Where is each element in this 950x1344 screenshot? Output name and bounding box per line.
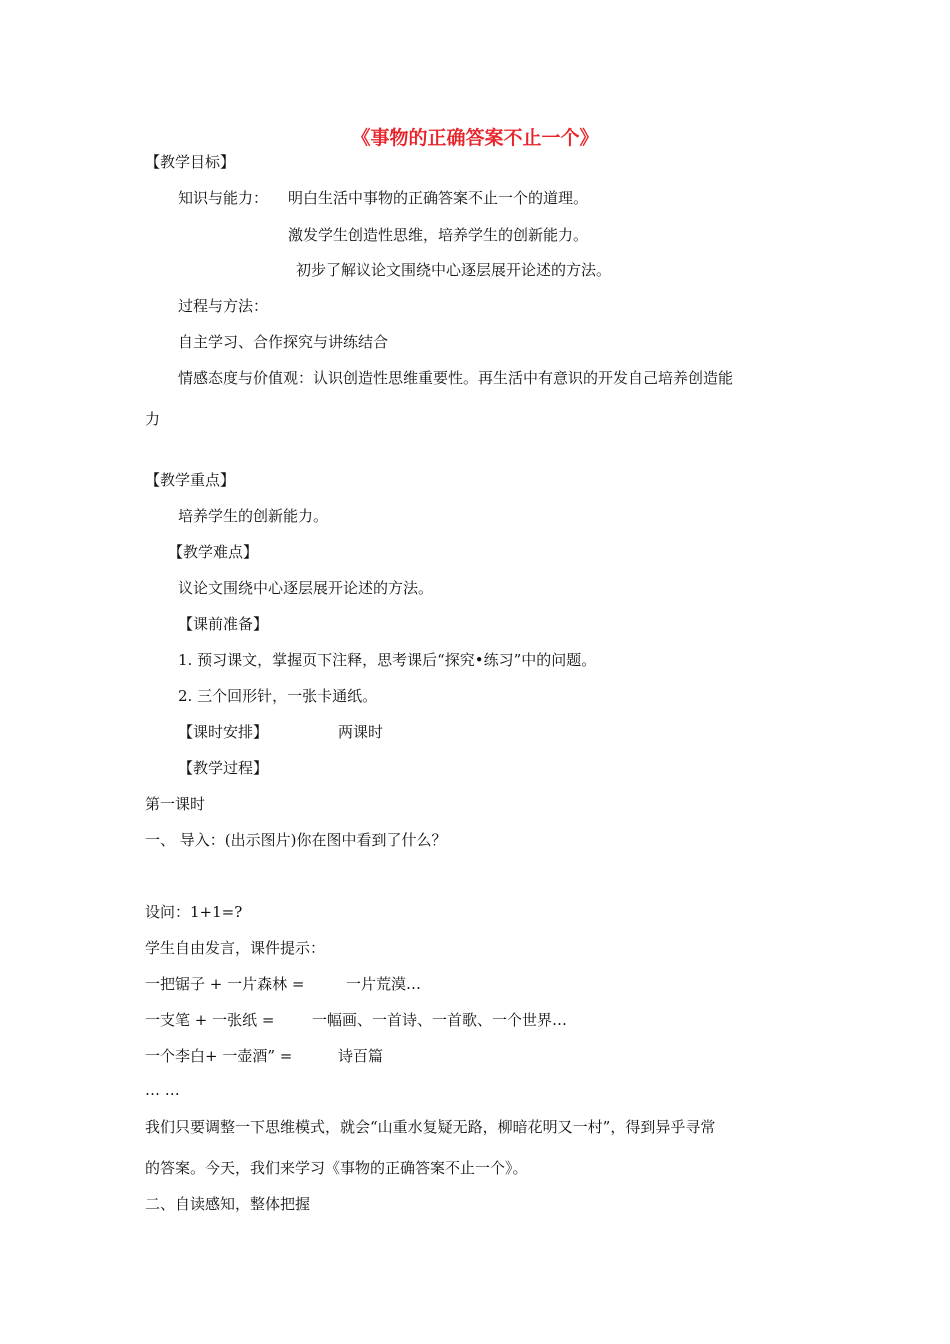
- paragraph-line-2: 的答案。今天，我们来学习《事物的正确答案不止一个》。: [145, 1159, 528, 1177]
- section-heading-schedule: 【课时安排】: [178, 723, 269, 741]
- section-heading-difficulties: 【教学难点】: [168, 543, 259, 561]
- step-2-heading: 二、自读感知，整体把握: [145, 1195, 311, 1213]
- knowledge-item-1: 明白生活中事物的正确答案不止一个的道理。: [288, 189, 589, 207]
- equation-2-right: 一幅画、一首诗、一首歌、一个世界…: [312, 1011, 568, 1029]
- process-label: 过程与方法：: [178, 297, 269, 315]
- equation-1-right: 一片荒漠…: [346, 975, 422, 993]
- knowledge-item-2: 激发学生创造性思维，培养学生的创新能力。: [288, 226, 589, 244]
- section-heading-key-points: 【教学重点】: [145, 471, 236, 489]
- equation-3-left: 一个李白+ 一壶酒” =: [145, 1047, 293, 1065]
- step-1-intro: 一、 导入：(出示图片)你在图中看到了什么？: [145, 831, 447, 849]
- preparation-item-1: 1. 预习课文，掌握页下注释，思考课后“探究•练习”中的问题。: [178, 651, 597, 669]
- knowledge-label: 知识与能力：: [178, 189, 269, 207]
- students-line: 学生自由发言，课件提示：: [145, 939, 326, 957]
- section-heading-goals: 【教学目标】: [145, 153, 236, 171]
- key-points-text: 培养学生的创新能力。: [178, 507, 329, 525]
- paragraph-line-1: 我们只要调整一下思维模式，就会“山重水复疑无路，柳暗花明又一村”，得到异乎寻常: [145, 1118, 716, 1136]
- section-heading-preparation: 【课前准备】: [178, 615, 269, 633]
- equation-3-right: 诗百篇: [338, 1047, 384, 1065]
- preparation-item-2: 2. 三个回形针，一张卡通纸。: [178, 687, 378, 705]
- difficulties-text: 议论文围绕中心逐层展开论述的方法。: [178, 579, 434, 597]
- emotion-text-continued: 力: [145, 410, 161, 428]
- equation-2-left: 一支笔 + 一张纸 =: [145, 1011, 275, 1029]
- equation-1-left: 一把锯子 + 一片森林 =: [145, 975, 305, 993]
- emotion-text: 情感态度与价值观：认识创造性思维重要性。再生活中有意识的开发自己培养创造能: [178, 369, 734, 387]
- process-text: 自主学习、合作探究与讲练结合: [178, 333, 389, 351]
- question-line: 设问：1+1=?: [145, 903, 243, 921]
- knowledge-item-3: 初步了解议论文围绕中心逐层展开论述的方法。: [296, 261, 612, 279]
- lesson-heading: 第一课时: [145, 795, 206, 813]
- schedule-value: 两课时: [338, 723, 384, 741]
- document-title: 《事物的正确答案不止一个》: [351, 127, 599, 149]
- ellipsis-line: … …: [145, 1081, 180, 1099]
- section-heading-process: 【教学过程】: [178, 759, 269, 777]
